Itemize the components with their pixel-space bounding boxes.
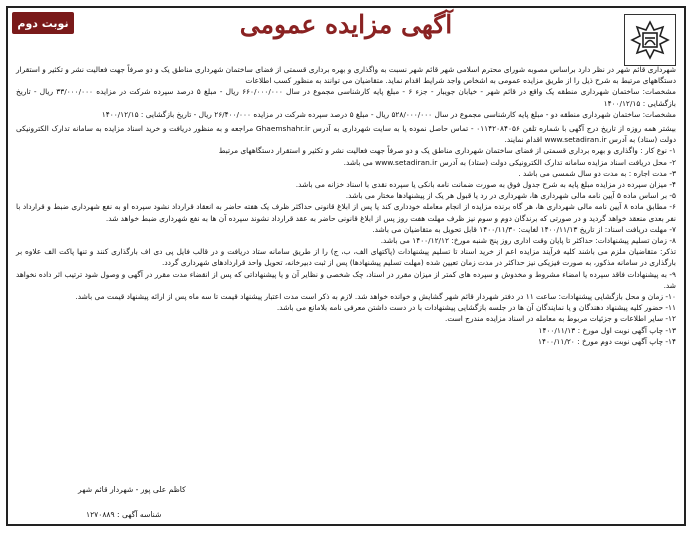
- clause-9: ۹- به پیشنهادات فاقد سپرده یا امضاء مشروط و مخدوش و سپرده های کمتر از میزان مقرر در اسناد، چک شخصی و نظایر آن و یا پیشنهاداتی که پس از انقضاء مدت مقرر در آگهی و وصول شود ترتیب اثر داده نخواهد شد.: [16, 269, 676, 290]
- clause-5: ۵- بر اساس ماده ۵ آیین نامه مالی شهرداری ها، شهرداری در رد یا قبول هر یک از پیشنهادها مختار می باشد.: [345, 191, 676, 201]
- clause-7: ۷- مهلت دریافت اسناد: از تاریخ ۱۴۰۰/۱۱/۱۳ لغایت: ۱۴۰۰/۱۱/۳۰ قابل تحویل به متقاضیان می باشد.: [372, 224, 676, 234]
- clause-13: ۱۳- چاپ آگهی نوبت اول مورخ : ۱۴۰۰/۱۱/۱۳: [538, 325, 676, 335]
- intro-paragraph: شهرداری قائم شهر در نظر دارد براساس مصوبه شورای محترم اسلامی شهر قائم شهر نسبت به واگذاری و بهره برداری قسمتی از فضای ساختمان شهرداری مناطق یک و دو صرفاً جهت فعالیت نشر و تکثیر و استقرار دستگاههای مرتبط به شرح ذیل را از طریق مزایده عمومی به اشخاص واجد شرایط اقدام نماید. متقاضیان می توانند به منظور کسب اطلاعات: [16, 65, 676, 86]
- signature-line: کاظم علی پور - شهردار قائم شهر: [78, 485, 186, 494]
- notice-serial: شناسه آگهی : ۱۲۷۰۸۸۹: [86, 510, 162, 519]
- clause-6: ۶- مطابق ماده ۸ آیین نامه مالی شهرداری ها، هر گاه برنده مزایده از انجام معامله خودداری کند یا پس از ابلاغ قانونی حداکثر ظرف یک هفته حاضر به انعقاد قرارداد نشود سپرده او به نفع شهرداری ضبط و قرارداد با نفر بعدی منعقد خواهد گردید و در صورتی که برندگان دوم و سوم نیز ظرف مهلت هفت روز پس از ابلاغ قانونی حاضر به عقد قرارداد نشوند سپرده آن ها به نفع شهرداری ضبط خواهد شد.: [16, 202, 676, 223]
- notice-title: آگهی مزایده عمومی: [239, 10, 453, 39]
- clause-14: ۱۴- چاپ آگهی نوبت دوم مورخ : ۱۴۰۰/۱۱/۲۰: [538, 336, 676, 346]
- note-paragraph: تذکر: متقاضیان ملزم می باشند کلیه فرآیند مزایده اعم از خرید اسناد تا تسلیم پیشنهادات (پاکتهای الف، ب، ج) را از طریق سامانه ستاد دریافت و در قالب فایل پی دی اف بارگذاری کنند و تنها پاکت الف علاوه بر بارگذاری در سامانه مذکور، به صورت فیزیکی نیز حداکثر در مدت زمان تعیین شده (مهلت تسلیم پیشنهادها) پس از ثبت دبیرخانه، تحویل واحد قراردادهای شهرداری گردد.: [16, 247, 676, 268]
- clause-11: ۱۱- حضور کلیه پیشنهاد دهندگان و یا نمایندگان آن ها در جلسه بازگشایی پیشنهادات با در دست داشتن معرفی نامه بلامانع می باشد.: [276, 303, 676, 313]
- clause-3: ۳- مدت اجاره : به مدت دو سال شمسی می باشد .: [518, 168, 676, 178]
- notice-frame: [6, 6, 686, 526]
- contact-paragraph: بیشتر همه روزه از تاریخ درج آگهی با شماره تلفن ۰۱۱۴۲۰۸۴۰۵۶ - تماس حاصل نموده یا به سایت شهرداری به آدرس Ghaemshahr.ir مراجعه و به منظور دریافت و خرید اسناد مزایده به سامانه تدارک الکترونیکی دولت (ستاد) به آدرس www.setadiran.ir اقدام نمایند.: [16, 124, 676, 145]
- clause-1: ۱- نوع کار : واگذاری و بهره برداری قسمتی از فضای ساختمان شهرداری مناطق یک و دو صرفاً جهت فعالیت نشر و تکثیر و استقرار دستگاههای مرتبط: [218, 146, 676, 156]
- clause-8: ۸- زمان تسلیم پیشنهادات: حداکثر تا پایان وقت اداری روز پنج شنبه مورخ: ۱۴۰۰/۱۲/۱۲ می باشد.: [380, 236, 676, 246]
- specs-region-two: مشخصات: ساختمان شهرداری منطقه دو - مبلغ پایه کارشناسی مجموع در سال ۵۲۸/۰۰۰/۰۰۰ ریال - مبلغ ۵ درصد سپرده شرکت در مزایده ۲۶/۴۰۰/۰۰۰ ریال - تاریخ بازگشایی : ۱۴۰۰/۱۲/۱۵: [101, 109, 676, 119]
- specs-region-one: مشخصات: ساختمان شهرداری منطقه یک واقع در قائم شهر - خیابان جویبار - جزء ۶ - مبلغ پایه کارشناسی مجموع در سال ۶۶۰/۰۰۰/۰۰۰ ریال - مبلغ ۵ درصد سپرده شرکت در مزایده ۳۳/۰۰۰/۰۰۰ ریال - تاریخ بازگشایی : ۱۴۰۰/۱۲/۱۵: [16, 87, 676, 108]
- second-round-badge: نوبت دوم: [12, 12, 74, 34]
- clause-10: ۱۰- زمان و محل بازگشایی پیشنهادات: ساعت ۱۱ در دفتر شهردار قائم شهر گشایش و خوانده خواهد شد. لازم به ذکر است مدت اعتبار پیشنهاد قیمت تا سه ماه پس از ارائه پیشنهاد قیمت می باشد.: [75, 292, 676, 302]
- clause-12: ۱۲- سایر اطلاعات و جزئیات مربوط به معامله در اسناد مزایده مندرج است.: [444, 314, 676, 324]
- clause-4: ۴- میزان سپرده در مزایده مبلغ پایه به شرح جدول فوق به صورت ضمانت نامه بانکی یا سپرده نقدی با اسناد خزانه می باشد.: [295, 180, 676, 190]
- notice-body: [16, 64, 676, 347]
- clause-2: ۲- محل دریافت اسناد مزایده سامانه تدارک الکترونیکی دولت (ستاد) به آدرس www.setadiran.ir می باشد.: [343, 157, 676, 167]
